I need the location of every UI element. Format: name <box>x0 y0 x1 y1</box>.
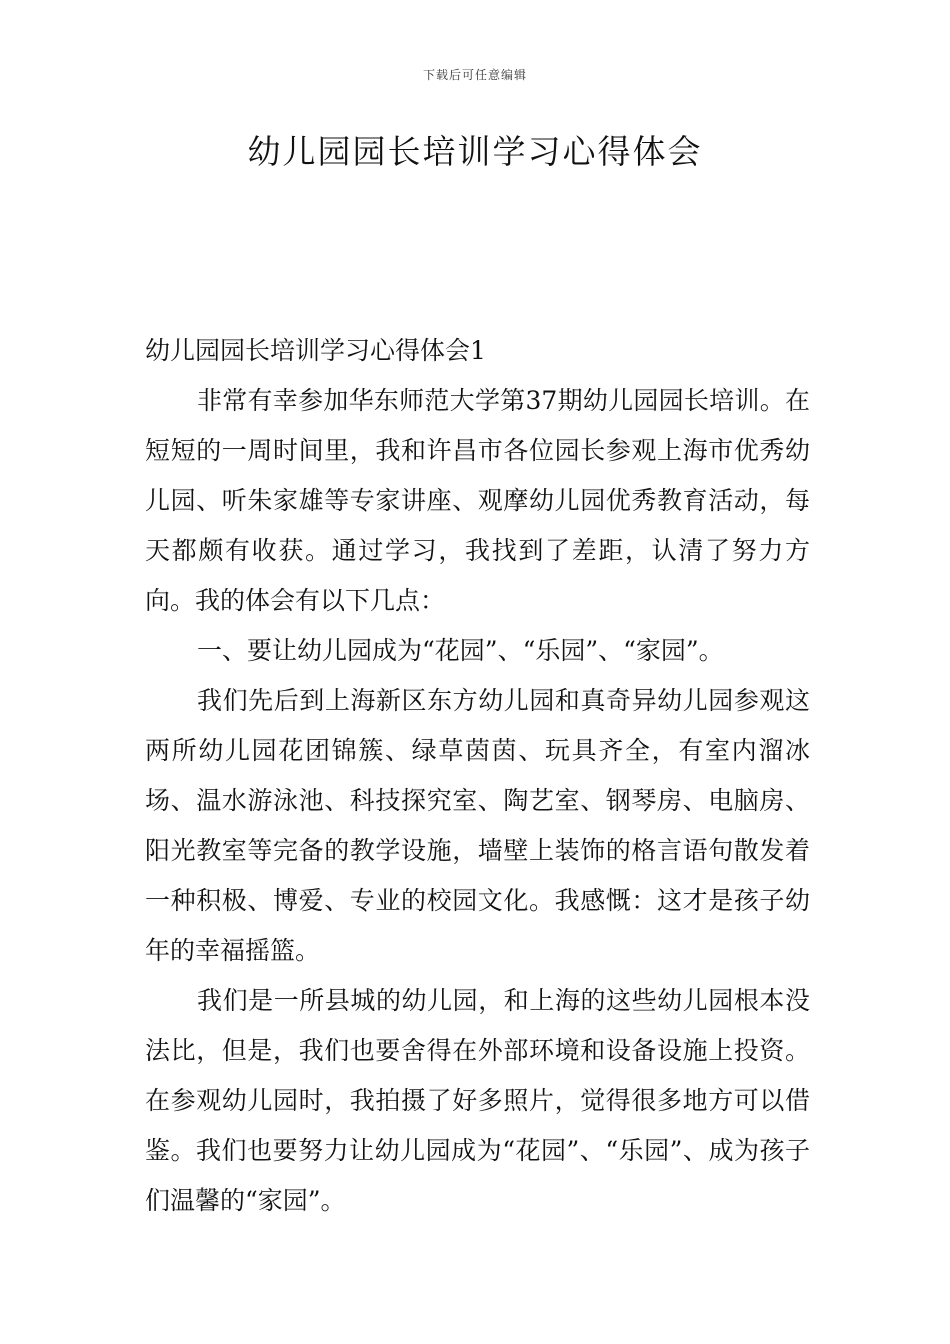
paragraph-visit: 我们先后到上海新区东方幼儿园和真奇异幼儿园参观这两所幼儿园花团锦簇、绿草茵茵、玩具齐全，有室内溜冰场、温水游泳池、科技探究室、陶艺室、钢琴房、电脑房、阳光教室等完备的教学设施，墙壁上装饰的格言语句散发着一种积极、博爱、专业的校园文化。我感慨：这才是孩子幼年的幸福摇篮。 <box>145 686 810 965</box>
paragraph-intro: 非常有幸参加华东师范大学第37期幼儿园园长培训。在短短的一周时间里，我和许昌市各位园长参观上海市优秀幼儿园、听朱家雄等专家讲座、观摩幼儿园优秀教育活动，每天都颇有收获。通过学习，我找到了差距，认清了努力方向。我的体会有以下几点： <box>145 386 810 615</box>
paragraph-reflection: 我们是一所县城的幼儿园，和上海的这些幼儿园根本没法比，但是，我们也要舍得在外部环境和设备设施上投资。在参观幼儿园时，我拍摄了好多照片，觉得很多地方可以借鉴。我们也要努力让幼儿园成为“花园”、“乐园”、成为孩子们温馨的“家园”。 <box>145 986 810 1215</box>
document-title: 幼儿园园长培训学习心得体会 <box>247 132 703 171</box>
document-body <box>145 326 810 1226</box>
header-note: 下载后可任意编辑 <box>422 68 527 82</box>
paragraph-point-one: 一、要让幼儿园成为“花园”、“乐园”、“家园”。 <box>197 636 724 665</box>
section-heading: 幼儿园园长培训学习心得体会1 <box>145 336 486 365</box>
